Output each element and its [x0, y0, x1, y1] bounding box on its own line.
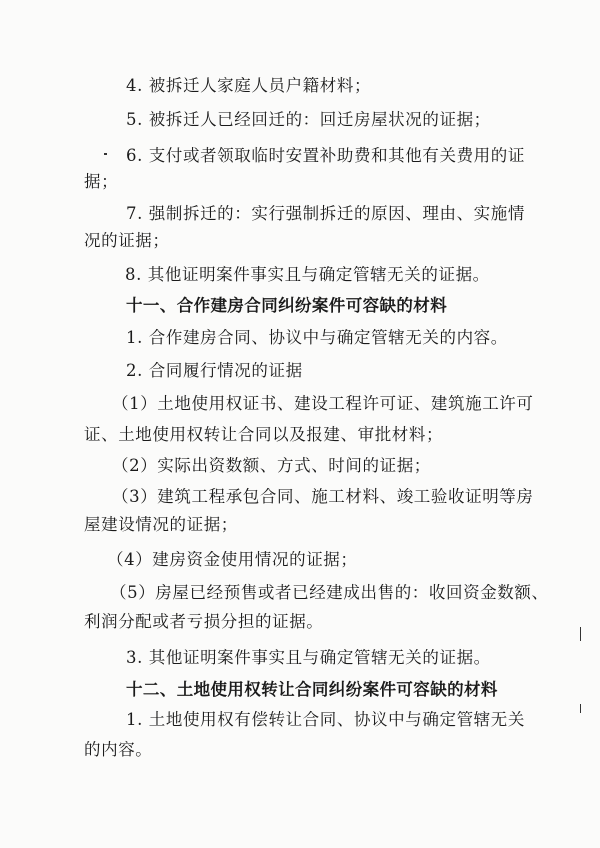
text-line: 8. 其他证明案件事实且与确定管辖无关的证据。 — [125, 265, 490, 284]
section-heading: 十一、合作建房合同纠纷案件可容缺的材料 — [126, 296, 448, 315]
section-heading: 十二、土地使用权转让合同纠纷案件可容缺的材料 — [126, 680, 498, 699]
scan-margin-mark — [580, 704, 581, 713]
text-line: 1. 土地使用权有偿转让合同、协议中与确定管辖无关 — [126, 710, 525, 729]
text-line: （1）土地使用权证书、建设工程许可证、建筑施工许可 — [112, 394, 534, 413]
text-line: 2. 合同履行情况的证据 — [126, 361, 303, 380]
text-line: 4. 被拆迁人家庭人员户籍材料； — [126, 76, 372, 95]
text-line: 3. 其他证明案件事实且与确定管辖无关的证据。 — [126, 648, 491, 667]
text-line: 屋建设情况的证据； — [84, 515, 238, 534]
text-line: 7. 强制拆迁的：实行强制拆迁的原因、理由、实施情 — [126, 204, 525, 223]
text-line: （2）实际出资数额、方式、时间的证据； — [112, 456, 431, 475]
text-line: 况的证据； — [84, 231, 170, 250]
text-line: （3）建筑工程承包合同、施工材料、竣工验收证明等房 — [112, 487, 534, 506]
text-line: 6. 支付或者领取临时安置补助费和其他有关费用的证 — [126, 146, 525, 165]
text-line: 利润分配或者亏损分担的证据。 — [84, 612, 324, 631]
text-line: 5. 被拆迁人已经回迁的：回迁房屋状况的证据； — [126, 110, 491, 129]
text-line: 的内容。 — [84, 740, 153, 759]
text-line: （5）房屋已经预售或者已经建成出售的：收回资金数额、 — [110, 583, 549, 602]
scan-margin-mark — [580, 627, 581, 641]
text-line: 证、土地使用权转让合同以及报建、审批材料； — [84, 425, 444, 444]
text-line: 据； — [84, 172, 119, 191]
scan-speck — [104, 153, 107, 155]
text-line: （4）建房资金使用情况的证据； — [107, 550, 358, 569]
text-line: 1. 合作建房合同、协议中与确定管辖无关的内容。 — [126, 328, 508, 347]
